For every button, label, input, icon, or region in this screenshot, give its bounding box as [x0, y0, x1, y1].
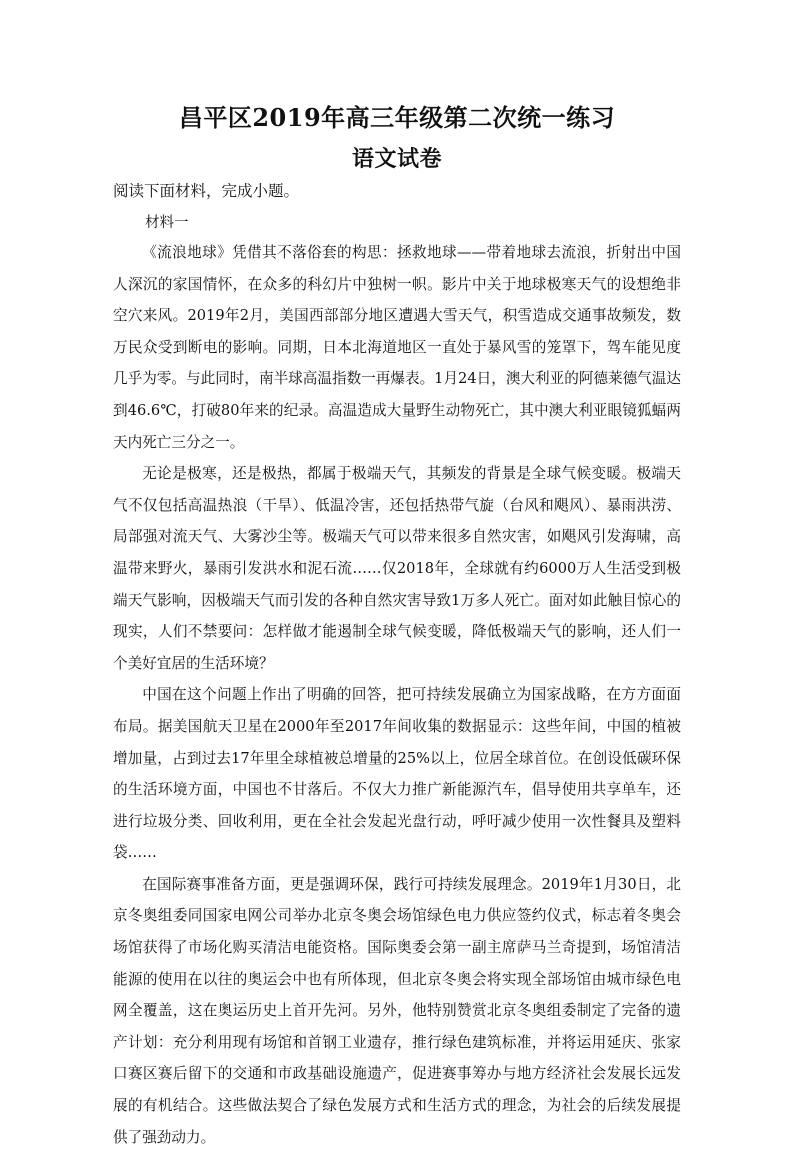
paragraph-3: 中国在这个问题上作出了明确的回答，把可持续发展确立为国家战略，在方方面面布局。据美国航天卫星在2000年至2017年间收集的数据显示：这些年间，中国的植被增加量，占到过去17年里全球植被总增量的25%以上，位居全球首位。在创设低碳环保的生活环境方面，中国也不甘落后。不仅大力推广新能源汽车，倡导使用共享单车，还进行垃圾分类、回收利用，更在全社会发起光盘行动，呼吁减少使用一次性餐具及塑料袋……	[113, 686, 681, 862]
paragraph-1: 《流浪地球》凭借其不落俗套的构思：拯救地球——带着地球去流浪，折射出中国人深沉的家国情怀，在众多的科幻片中独树一帜。影片中关于地球极寒天气的设想绝非空穴来风。2019年2月，美国西部部分地区遭遇大雪天气，积雪造成交通事故频发，数万民众受到断电的影响。同期，日本北海道地区一直处于暴风雪的笼罩下，驾车能见度几乎为零。与此同时，南半球高温指数一再爆表。1月24日，澳大利亚的阿德莱德气温达到46.6℃，打破80年来的纪录。高温造成大量野生动物死亡，其中澳大利亚眼镜狐蝠两天内死亡三分之一。	[113, 244, 681, 451]
paragraph-2: 无论是极寒，还是极热，都属于极端天气，其频发的背景是全球气候变暖。极端天气不仅包括高温热浪（干旱）、低温冷害，还包括热带气旋（台风和飓风）、暴雨洪涝、局部强对流天气、大雾沙尘等。极端天气可以带来很多自然灾害，如飓风引发海啸，高温带来野火，暴雨引发洪水和泥石流……仅2018年，全球就有约6000万人生活受到极端天气影响，因极端天气而引发的各种自然灾害导致1万多人死亡。面对如此触目惊心的现实，人们不禁要问：怎样做才能遏制全球气候变暖，降低极端天气的影响，还人们一个美好宜居的生活环境？	[113, 465, 681, 672]
paragraph-4: 在国际赛事准备方面，更是强调环保，践行可持续发展理念。2019年1月30日，北京冬奥组委同国家电网公司举办北京冬奥会场馆绿色电力供应签约仪式，标志着冬奥会场馆获得了市场化购买清洁电能资格。国际奥委会第一副主席萨马兰奇提到，场馆清洁能源的使用在以往的奥运会中也有所体现，但北京冬奥会将实现全部场馆由城市绿色电网全覆盖，这在奥运历史上首开先河。另外，他特别赞赏北京冬奥组委制定了完备的遗产计划：充分利用现有场馆和首钢工业遗存，推行绿色建筑标准，并将运用延庆、张家口赛区赛后留下的交通和市政基础设施遗产，促进赛事筹办与地方经济社会发展长远发展的有机结合。这些做法契合了绿色发展方式和生活方式的理念，为社会的后续发展提供了强劲动力。	[113, 875, 681, 1146]
material-label: 材料一	[145, 215, 189, 231]
material-body	[113, 237, 681, 1153]
reading-instruction: 阅读下面材料，完成小题。	[113, 182, 300, 200]
exam-subtitle: 语文试卷	[351, 146, 442, 172]
exam-title: 昌平区2019年高三年级第二次统一练习	[178, 103, 616, 132]
